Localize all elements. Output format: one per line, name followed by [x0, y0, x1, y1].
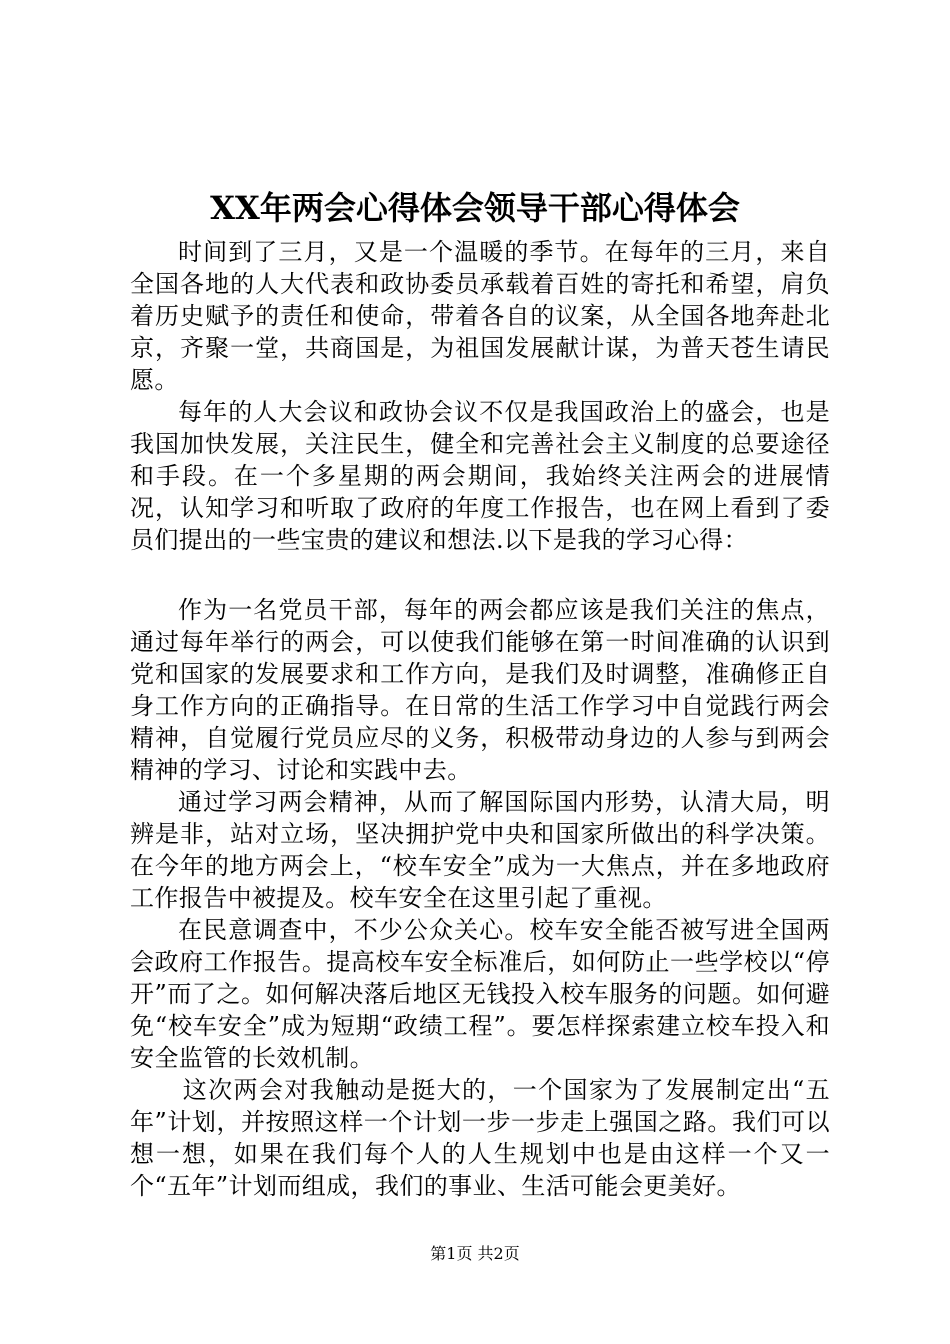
paragraph-1: 时间到了三月，又是一个温暖的季节。在每年的三月，来自全国各地的人大代表和政协委员承载着百姓的寄托和希望，肩负着历史赋予的责任和使命，带着各自的议案，从全国各地奔赴北京，齐聚一堂，共商国是，为祖国发展献计谋，为普天苍生请民愿。: [130, 238, 830, 394]
paragraph-6: 这次两会对我触动是挺大的，一个国家为了发展制定出“五年”计划，并按照这样一个计划一步一步走上强国之路。我们可以想一想，如果在我们每个人的人生规划中也是由这样一个又一个“五年”计划而组成，我们的事业、生活可能会更美好。: [130, 1076, 830, 1200]
document-body: [130, 236, 830, 1202]
paragraph-5: 在民意调查中，不少公众关心。校车安全能否被写进全国两会政府工作报告。提高校车安全标准后，如何防止一些学校以“停开”而了之。如何解决落后地区无钱投入校车服务的问题。如何避免“校车安全”成为短期“政绩工程”。要怎样探索建立校车投入和安全监管的长效机制。: [130, 916, 830, 1072]
paragraph-4: 通过学习两会精神，从而了解国际国内形势，认清大局，明辨是非，站对立场，坚决拥护党中央和国家所做出的科学决策。在今年的地方两会上，“校车安全”成为一大焦点，并在多地政府工作报告中被提及。校车安全在这里引起了重视。: [130, 788, 830, 912]
page-footer: 第1页 共2页: [430, 1244, 520, 1263]
paragraph-3: 作为一名党员干部，每年的两会都应该是我们关注的焦点，通过每年举行的两会，可以使我们能够在第一时间准确的认识到党和国家的发展要求和工作方向，是我们及时调整，准确修正自身工作方向的正确指导。在日常的生活工作学习中自觉践行两会精神，自觉履行党员应尽的义务，积极带动身边的人参与到两会精神的学习、讨论和实践中去。: [130, 596, 830, 784]
paragraph-2: 每年的人大会议和政协会议不仅是我国政治上的盛会，也是我国加快发展，关注民生，健全和完善社会主义制度的总要途径和手段。在一个多星期的两会期间，我始终关注两会的进展情况，认知学习和听取了政府的年度工作报告，也在网上看到了委员们提出的一些宝贵的建议和想法.以下是我的学习心得：: [130, 398, 830, 554]
document-title: XX年两会心得体会领导干部心得体会: [210, 189, 740, 227]
